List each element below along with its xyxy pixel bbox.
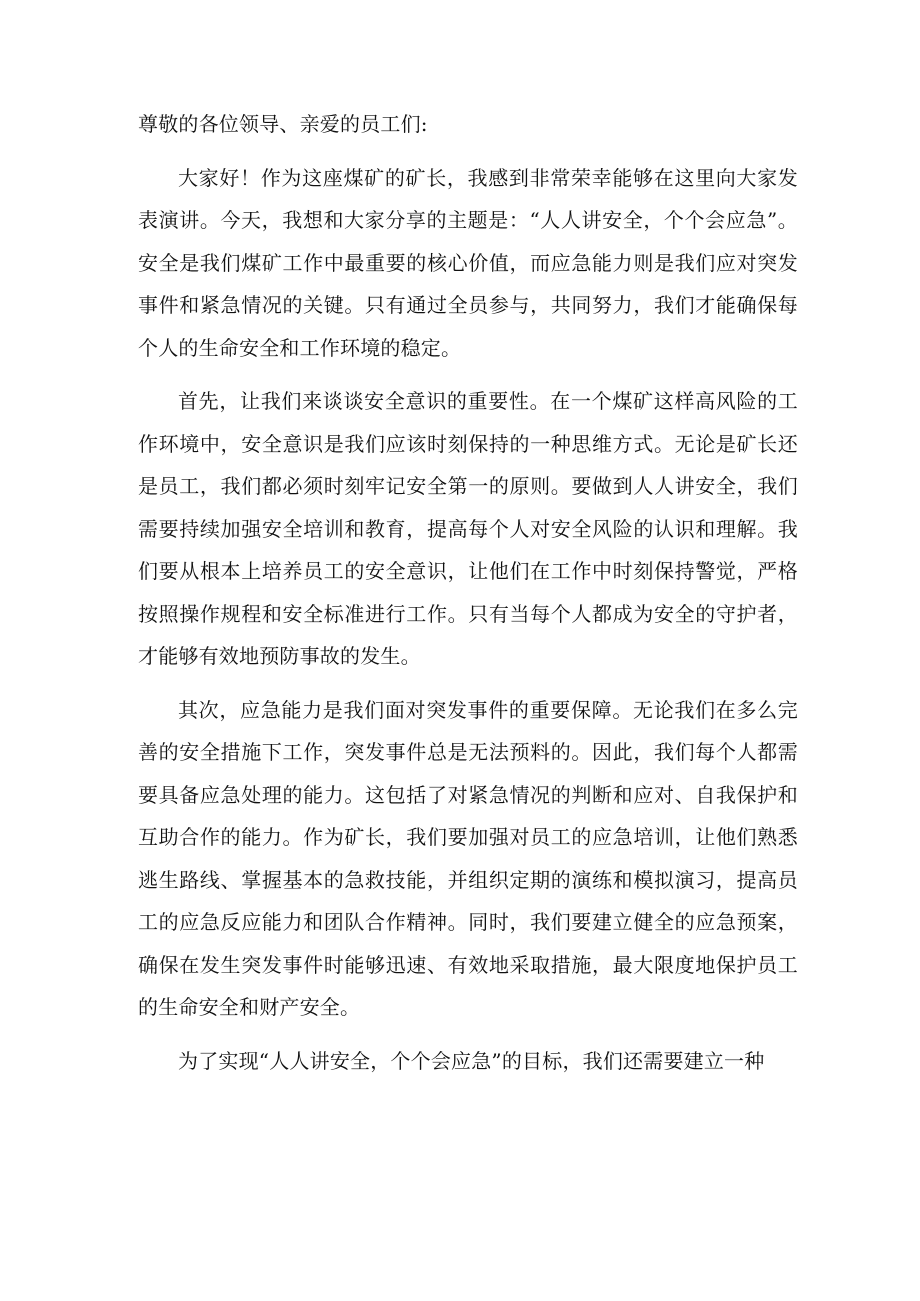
paragraph-safety-awareness: 首先，让我们来谈谈安全意识的重要性。在一个煤矿这样高风险的工作环境中，安全意识是我们应该时刻保持的一种思维方式。无论是矿长还是员工，我们都必须时刻牢记安全第一的原则。要做到人人讲安全，我们需要持续加强安全培训和教育，提高每个人对安全风险的认识和理解。我们要从根本上培养员工的安全意识，让他们在工作中时刻保持警觉，严格按照操作规程和安全标准进行工作。只有当每个人都成为安全的守护者，才能够有效地预防事故的发生。 [138, 389, 798, 668]
paragraph-emergency-ability: 其次，应急能力是我们面对突发事件的重要保障。无论我们在多么完善的安全措施下工作，突发事件总是无法预料的。因此，我们每个人都需要具备应急处理的能力。这包括了对紧急情况的判断和应对、自我保护和互助合作的能力。作为矿长，我们要加强对员工的应急培训，让他们熟悉逃生路线、掌握基本的急救技能，并组织定期的演练和模拟演习，提高员工的应急反应能力和团队合作精神。同时，我们要建立健全的应急预案，确保在发生突发事件时能够迅速、有效地采取措施，最大限度地保护员工的生命安全和财产安全。 [138, 697, 798, 1019]
document-body [138, 103, 798, 1082]
paragraph-intro: 大家好！作为这座煤矿的矿长，我感到非常荣幸能够在这里向大家发表演讲。今天，我想和大家分享的主题是：“人人讲安全，个个会应急”。安全是我们煤矿工作中最重要的核心价值，而应急能力则是我们应对突发事件和紧急情况的关键。只有通过全员参与，共同努力，我们才能确保每个人的生命安全和工作环境的稳定。 [138, 165, 798, 360]
paragraph-goal: 为了实现“人人讲安全，个个会应急”的目标，我们还需要建立一种 [178, 1048, 765, 1073]
salutation: 尊敬的各位领导、亲爱的员工们: [138, 112, 428, 136]
